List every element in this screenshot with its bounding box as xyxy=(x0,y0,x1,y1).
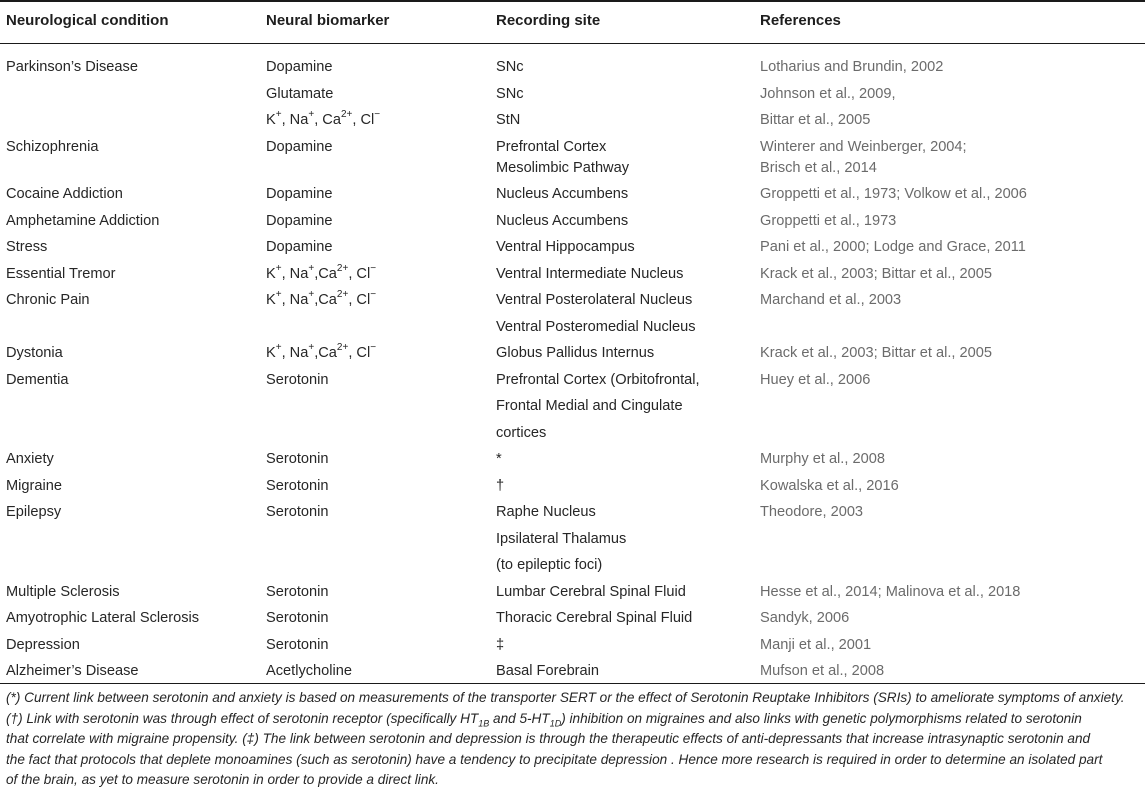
cell-biomarker: Dopamine xyxy=(266,212,333,229)
cell-biomarker: Serotonin xyxy=(266,504,329,521)
cell-reference: Kowalska et al., 2016 xyxy=(760,477,899,494)
cell-condition: Depression xyxy=(6,636,80,653)
cell-reference: Groppetti et al., 1973 xyxy=(760,212,897,229)
cell-reference: Krack et al., 2003; Bittar et al., 2005 xyxy=(760,345,993,362)
cell-recording-site: Frontal Medial and Cingulate xyxy=(496,398,683,415)
footnote-line: the fact that protocols that deplete monoamines (such as serotonin) have a tendency to precipitate depression . Hence more research is required in order to determine an isolated part xyxy=(6,751,1103,767)
cell-reference: Pani et al., 2000; Lodge and Grace, 2011 xyxy=(760,239,1026,256)
cell-reference: Theodore, 2003 xyxy=(760,504,864,521)
cell-recording-site: StN xyxy=(496,112,521,128)
footnote-line: that correlate with migraine propensity. (‡) The link between serotonin and depression is through the therapeutic effects of anti-depressants that increase intrasynaptic serotonin and xyxy=(6,731,1091,746)
cell-reference: Winterer and Weinberger, 2004; xyxy=(760,138,967,155)
cell-recording-site: Prefrontal Cortex (Orbitofrontal, xyxy=(496,371,700,388)
cell-condition: Alzheimer’s Disease xyxy=(6,663,139,680)
cell-condition: Amyotrophic Lateral Sclerosis xyxy=(6,610,200,627)
cell-reference: Krack et al., 2003; Bittar et al., 2005 xyxy=(760,265,993,282)
cell-biomarker: Serotonin xyxy=(266,636,329,653)
cell-biomarker: K+, $Na^+,Ca^{2+}$, Cl− xyxy=(266,262,377,282)
cell-recording-site: Nucleus Accumbens xyxy=(496,212,629,229)
cell-recording-site: Ipsilateral Thalamus xyxy=(496,530,627,547)
cell-biomarker: K+, $Na^+,Ca^{2+}$, Cl− xyxy=(266,342,377,362)
cell-recording-site: Mesolimbic Pathway xyxy=(496,159,630,176)
cell-reference: Bittar et al., 2005 xyxy=(760,112,871,128)
cell-condition: Essential Tremor xyxy=(6,265,116,282)
cell-recording-site: † xyxy=(496,477,505,494)
cell-recording-site: Basal Forebrain xyxy=(496,663,600,680)
cell-reference: Murphy et al., 2008 xyxy=(760,451,885,468)
cell-recording-site: Raphe Nucleus xyxy=(496,504,596,521)
cell-biomarker: Acetlycholine xyxy=(266,663,352,680)
cell-biomarker: Dopamine xyxy=(266,239,333,256)
footnote-line: (†) Link with serotonin was through effect of serotonin receptor (specifically $HT_{1B}$ and $5-HT_{1D}$) inhibition on migraines and also links with genetic polymorphisms related to serotonin xyxy=(6,710,1082,729)
cell-condition: Amphetamine Addiction xyxy=(6,212,160,229)
cell-condition: Stress xyxy=(6,239,48,256)
cell-recording-site: ‡ xyxy=(496,636,505,653)
cell-reference: Brisch et al., 2014 xyxy=(760,159,877,176)
cell-biomarker: Serotonin xyxy=(266,451,329,468)
cell-condition: Chronic Pain xyxy=(6,292,90,309)
header-rule xyxy=(0,43,1145,44)
cell-recording-site: * xyxy=(496,451,502,468)
cell-reference: Hesse et al., 2014; Malinova et al., 2018 xyxy=(760,583,1021,600)
cell-recording-site: SNc xyxy=(496,59,524,75)
cell-biomarker: Dopamine xyxy=(266,59,333,75)
cell-recording-site: Ventral Posterolateral Nucleus xyxy=(496,292,693,309)
table-footnote xyxy=(6,688,1144,791)
cell-condition: Dementia xyxy=(6,371,69,388)
cell-recording-site: Ventral Hippocampus xyxy=(496,239,635,256)
cell-recording-site: (to epileptic foci) xyxy=(496,557,603,574)
cell-recording-site: Nucleus Accumbens xyxy=(496,186,629,203)
header-condition: Neurological condition xyxy=(6,12,169,29)
cell-biomarker: Dopamine xyxy=(266,138,333,155)
cell-recording-site: Globus Pallidus Internus xyxy=(496,345,655,362)
cell-recording-site: cortices xyxy=(496,424,547,441)
cell-reference: Sandyk, 2006 xyxy=(760,610,850,627)
cell-biomarker: Glutamate xyxy=(266,85,334,102)
cell-biomarker: K+, Na+, $Ca^{2+}$, Cl− xyxy=(266,109,381,128)
cell-condition: Dystonia xyxy=(6,345,63,362)
cell-reference: Lotharius and Brundin, 2002 xyxy=(760,59,944,75)
cell-biomarker: Serotonin xyxy=(266,371,329,388)
cell-reference: Marchand et al., 2003 xyxy=(760,292,902,309)
footnote-line: of the brain, as yet to measure serotonin in order to provide a direct link. xyxy=(6,772,439,787)
cell-biomarker: Serotonin xyxy=(266,477,329,494)
cell-condition: Anxiety xyxy=(6,451,54,468)
cell-recording-site: Ventral Intermediate Nucleus xyxy=(496,265,684,282)
cell-condition: Cocaine Addiction xyxy=(6,186,123,203)
cell-condition: Parkinson’s Disease xyxy=(6,59,138,75)
cell-recording-site: Thoracic Cerebral Spinal Fluid xyxy=(496,610,693,627)
table-bottom-rule xyxy=(0,683,1145,684)
cell-condition: Migraine xyxy=(6,477,62,494)
cell-recording-site: Lumbar Cerebral Spinal Fluid xyxy=(496,583,686,600)
cell-condition: Schizophrenia xyxy=(6,138,99,155)
cell-recording-site: Prefrontal Cortex xyxy=(496,138,607,155)
cell-condition: Epilepsy xyxy=(6,504,62,521)
header-recording-site: Recording site xyxy=(496,12,601,29)
cell-biomarker: Serotonin xyxy=(266,583,329,600)
cell-reference: Groppetti et al., 1973; Volkow et al., 2006 xyxy=(760,186,1027,203)
cell-biomarker: Dopamine xyxy=(266,186,333,203)
cell-recording-site: Ventral Posteromedial Nucleus xyxy=(496,318,696,335)
cell-biomarker: Serotonin xyxy=(266,610,329,627)
header-biomarker: Neural biomarker xyxy=(266,12,390,29)
cell-biomarker: K+, $Na^+,Ca^{2+}$, Cl− xyxy=(266,289,377,309)
cell-condition: Multiple Sclerosis xyxy=(6,583,120,600)
cell-reference: Johnson et al., 2009, xyxy=(760,85,896,102)
cell-reference: Huey et al., 2006 xyxy=(760,371,871,388)
cell-reference: Manji et al., 2001 xyxy=(760,636,872,653)
cell-recording-site: SNc xyxy=(496,85,524,102)
footnote-line: (*) Current link between serotonin and anxiety is based on measurements of the transporter SERT or the effect of Serotonin Reuptake Inhibitors (SRIs) to ameliorate symptoms of anxiety. xyxy=(6,690,1125,705)
table-top-rule xyxy=(0,0,1145,2)
cell-reference: Mufson et al., 2008 xyxy=(760,663,885,680)
header-references: References xyxy=(760,12,841,29)
